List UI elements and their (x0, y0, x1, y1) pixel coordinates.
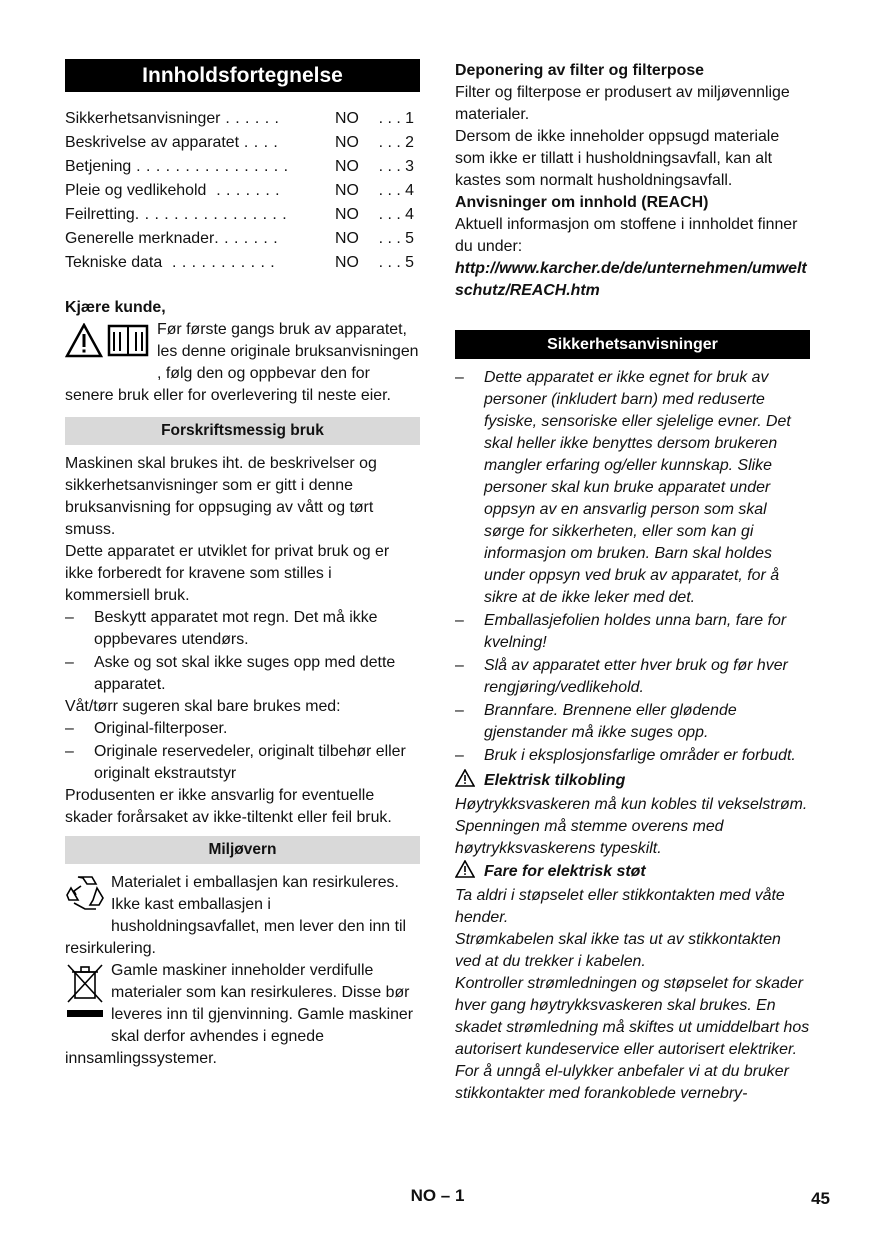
toc-entry-label: Betjening . . . . . . . . . . . . . . . . (65, 158, 289, 175)
list-item: – Emballasjefolien holdes unna barn, fare for kvelning! (455, 612, 787, 651)
footer-page-number: 45 (811, 1189, 830, 1208)
list-item: – Bruk i eksplosjonsfarlige områder er forbudt. (455, 747, 796, 764)
greeting: Kjære kunde, (65, 299, 166, 316)
toc-entry-label: Feilretting. . . . . . . . . . . . . . . . (65, 206, 288, 223)
intended-use-p2: Dette apparatet er utviklet for privat bruk og er ikke forberedt for kravene som stilles i kommersiell bruk. (65, 543, 390, 604)
intended-use-heading: Forskriftsmessig bruk (65, 417, 420, 445)
intended-use-list2 (65, 718, 420, 785)
toc-entry-lang: NO (335, 254, 359, 271)
intro-paragraph (65, 319, 420, 407)
toc-entry-lang: NO (335, 182, 359, 199)
shock-heading-row (455, 860, 810, 885)
list-item: – Beskytt apparatet mot regn. Det må ikke oppbevares utendørs. (65, 609, 378, 648)
footer-section-page: NO – 1 (410, 1186, 465, 1205)
environment-weee (65, 960, 420, 1070)
reach-text: Aktuell informasjon om stoffene i innholdet finner du under: (455, 216, 798, 255)
warning-icon (455, 769, 475, 794)
shock-heading: Fare for elektrisk støt (484, 863, 646, 880)
toc-row[interactable] (65, 179, 420, 203)
toc-entry-lang: NO (335, 134, 359, 151)
disposal-p2: Dersom de ikke inneholder oppsugd materiale som ikke er tillatt i husholdningsavfall, kan alt kastes som normalt husholdningsavfall. (455, 128, 780, 189)
warning-icon (67, 325, 101, 356)
toc-entry-label: Pleie og vedlikehold . . . . . . . (65, 182, 281, 199)
environment-p1: Materialet i emballasjen kan resirkuleres. Ikke kast emballasjen i husholdningsavfallet, men lever den inn til resirkulering. (65, 874, 407, 957)
list-item: – Originale reservedeler, originalt tilbehør eller originalt ekstrautstyr (65, 743, 406, 782)
toc-entry-page: . . . 2 (378, 134, 414, 151)
toc-entry-page: . . . 5 (378, 230, 414, 247)
toc-entry-page: . . . 1 (378, 110, 414, 127)
intended-use-p1: Maskinen skal brukes iht. de beskrivelser og sikkerhetsanvisninger som er gitt i denne bruksanvisning for oppsuging av vått og tørt smuss. (65, 455, 377, 538)
electrical-heading-row (455, 769, 810, 794)
toc-row[interactable] (65, 227, 420, 251)
environment-heading: Miljøvern (65, 836, 420, 864)
list-item: – Aske og sot skal ikke suges opp med dette apparatet. (65, 654, 396, 693)
disposal-p1: Filter og filterpose er produsert av miljøvennlige materialer. (455, 84, 790, 123)
manual-book-icon (109, 326, 147, 355)
toc-row[interactable] (65, 203, 420, 227)
intro-text: Før første gangs bruk av apparatet, les denne originale bruksanvisningen , følg den og oppbevar den for senere bruk eller for overlevering til neste eier. (65, 321, 419, 404)
intended-use-p4: Produsenten er ikke ansvarlig for eventuelle skader forårsaket av ikke-tiltenkt eller feil bruk. (65, 787, 392, 826)
toc-entry-label: Sikkerhetsanvisninger . . . . . . (65, 110, 280, 127)
toc-row[interactable] (65, 131, 420, 155)
toc-entry-page: . . . 4 (378, 206, 414, 223)
reach-link[interactable]: http://www.karcher.de/de/unternehmen/umweltschutz/REACH.htm (455, 260, 807, 299)
recycle-icon (65, 874, 105, 919)
toc-entry-page: . . . 4 (378, 182, 414, 199)
toc-row[interactable] (65, 155, 420, 179)
toc-entry-lang: NO (335, 230, 359, 247)
environment-recycle (65, 872, 420, 960)
right-column (455, 58, 810, 1105)
list-item: – Dette apparatet er ikke egnet for bruk av personer (inkludert barn) med reduserte fysiske, sensoriske eller sjelelige evner. Det skal heller ikke benyttes dersom brukeren mangler erfaring og/eller kunnskap. Slike personer skal kun bruke apparatet under oppsyn av en ansvarlig person som skal sørge for sikkerheten, eller som kan gi informasjon om bruken. Barn skal holdes under oppsyn ved bruk av apparatet, for å sikre at de ikke leker med det. (455, 369, 791, 606)
toc-row[interactable] (65, 107, 420, 131)
toc-entry-lang: NO (335, 110, 359, 127)
electrical-heading: Elektrisk tilkobling (484, 772, 626, 789)
list-item: – Brannfare. Brennene eller glødende gjenstander må ikke suges opp. (455, 702, 737, 741)
toc-title: Innholdsfortegnelse (65, 59, 420, 92)
safety-list (455, 367, 810, 767)
intended-use-list1 (65, 607, 420, 696)
left-column (65, 58, 420, 1070)
table-of-contents (65, 107, 420, 275)
disposal-heading: Deponering av filter og filterpose (455, 62, 704, 79)
shock-p1: Ta aldri i støpselet eller stikkontakten med våte hender. (455, 887, 785, 926)
toc-entry-label: Generelle merknader. . . . . . . (65, 230, 279, 247)
toc-entry-lang: NO (335, 206, 359, 223)
list-item: – Original-filterposer. (65, 720, 228, 737)
toc-entry-label: Tekniske data . . . . . . . . . . . (65, 254, 276, 271)
shock-p3: Kontroller strømledningen og støpselet for skader hver gang høytrykksvaskeren skal brukes. En skadet strømledning må skiftes ut umiddelbart hos autorisert kundeservice eller autorisert elektriker. (455, 975, 810, 1058)
shock-p4: For å unngå el-ulykker anbefaler vi at du bruker stikkontakter med forankoblede vernebry- (455, 1063, 789, 1102)
toc-entry-page: . . . 5 (378, 254, 414, 271)
crossed-bin-icon (65, 962, 105, 1029)
shock-p2: Strømkabelen skal ikke tas ut av stikkontakten ved at du trekker i kabelen. (455, 931, 781, 970)
toc-entry-page: . . . 3 (378, 158, 414, 175)
safety-heading: Sikkerhetsanvisninger (455, 330, 810, 359)
toc-entry-label: Beskrivelse av apparatet . . . . (65, 134, 279, 151)
warning-icon (455, 860, 475, 885)
electrical-text: Høytrykksvaskeren må kun kobles til vekselstrøm. Spenningen må stemme overens med høytrykksvaskerens typeskilt. (455, 796, 808, 857)
toc-row[interactable] (65, 251, 420, 275)
list-item: – Slå av apparatet etter hver bruk og før hver rengjøring/vedlikehold. (455, 657, 788, 696)
reach-heading: Anvisninger om innhold (REACH) (455, 194, 709, 211)
toc-entry-lang: NO (335, 158, 359, 175)
intended-use-p3: Våt/tørr sugeren skal bare brukes med: (65, 698, 341, 715)
environment-p2: Gamle maskiner inneholder verdifulle materialer som kan resirkuleres. Disse bør leveres inn til gjenvinning. Gamle maskiner skal derfor avhendes i egnede innsamlingssystemer. (65, 962, 414, 1067)
warning-manual-icons (65, 323, 151, 366)
